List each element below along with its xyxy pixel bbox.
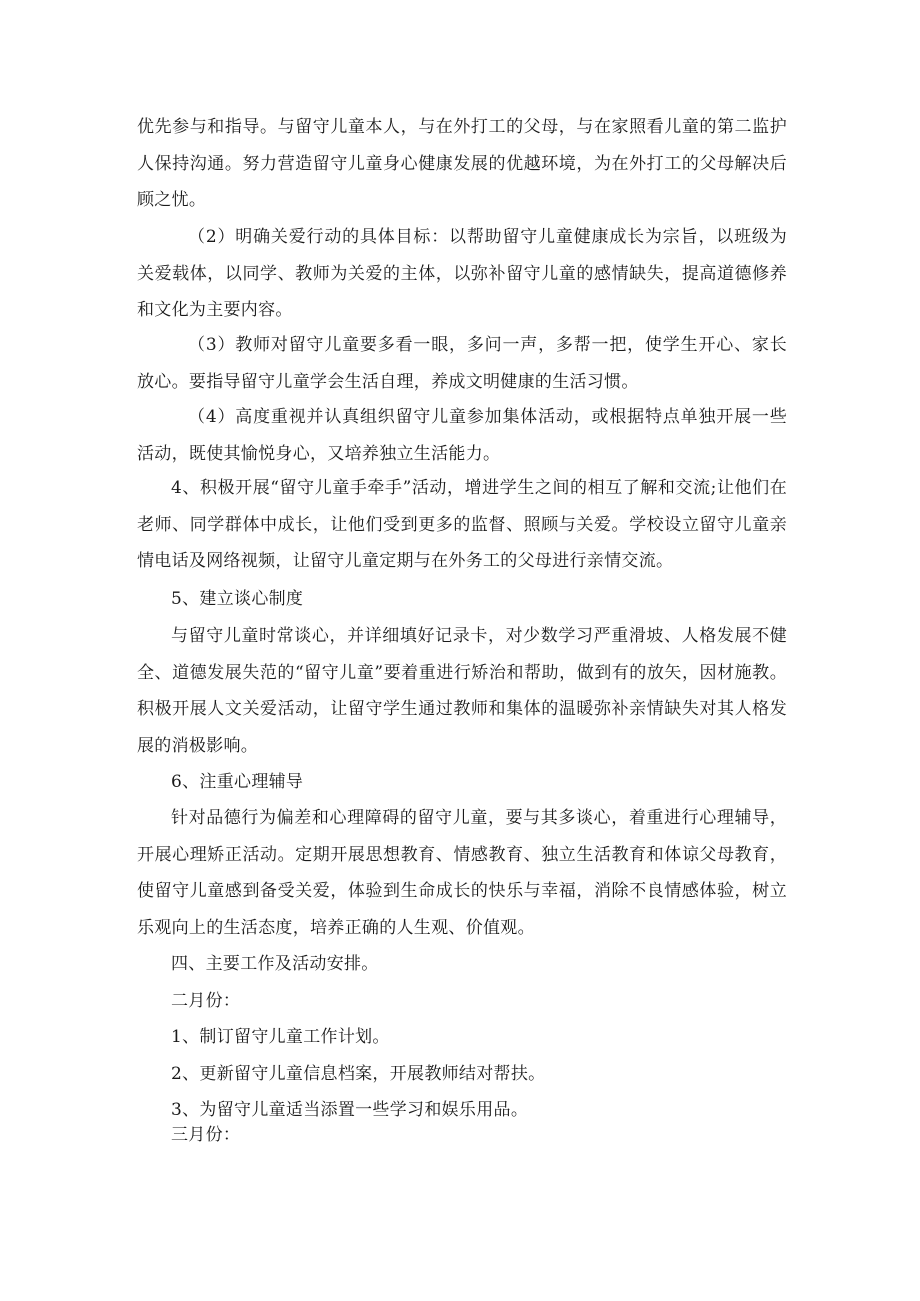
heading-section-5: 5、建立谈心制度 [171, 589, 304, 609]
month-heading-february: 二月份： [171, 991, 241, 1011]
list-item-1: 1、制订留守儿童工作计划。 [171, 1027, 390, 1047]
paragraph-item-4: （4）高度重视并认真组织留守儿童参加集体活动，或根据特点单独开展一些活动，既使其愉悦身心，又培养独立生活能力。 [137, 407, 787, 464]
paragraph-section-5: 与留守儿童时常谈心，并详细填好记录卡，对少数学习严重滑坡、人格发展不健全、道德发展失范的“留守儿童”要着重进行矫治和帮助，做到有的放矢，因材施教。积极开展人文关爱活动，让留守学生通过教师和集体的温暖弥补亲情缺失对其人格发展的消极影响。 [137, 626, 787, 756]
paragraph-section-6: 针对品德行为偏差和心理障碍的留守儿童，要与其多谈心，着重进行心理辅导，开展心理矫正活动。定期开展思想教育、情感教育、独立生活教育和体谅父母教育，使留守儿童感到备受关爱，体验到生命成长的快乐与幸福，消除不良情感体验，树立乐观向上的生活态度，培养正确的人生观、价值观。 [137, 808, 787, 938]
heading-part-4: 四、主要工作及活动安排。 [171, 954, 379, 974]
paragraph-item-2: （2）明确关爱行动的具体目标：以帮助留守儿童健康成长为宗旨，以班级为关爱载体，以同学、教师为关爱的主体，以弥补留守儿童的感情缺失，提高道德修养和文化为主要内容。 [137, 227, 787, 320]
month-heading-march: 三月份： [171, 1125, 241, 1145]
paragraph-continuation: 优先参与和指导。与留守儿童本人，与在外打工的父母，与在家照看儿童的第二监护人保持沟通。努力营造留守儿童身心健康发展的优越环境，为在外打工的父母解决后顾之忧。 [137, 117, 787, 210]
list-item-2: 2、更新留守儿童信息档案，开展教师结对帮扶。 [171, 1064, 546, 1084]
heading-section-6: 6、注重心理辅导 [171, 772, 304, 792]
list-item-3: 3、为留守儿童适当添置一些学习和娱乐用品。 [171, 1100, 529, 1120]
paragraph-section-4: 4、积极开展“留守儿童手牵手”活动，增进学生之间的相互了解和交流;让他们在老师、同学群体中成长，让他们受到更多的监督、照顾与关爱。学校设立留守儿童亲情电话及网络视频，让留守儿童定期与在外务工的父母进行亲情交流。 [137, 478, 787, 571]
paragraph-item-3: （3）教师对留守儿童要多看一眼，多问一声，多帮一把，使学生开心、家长放心。要指导留守儿童学会生活自理，养成文明健康的生活习惯。 [137, 335, 787, 392]
